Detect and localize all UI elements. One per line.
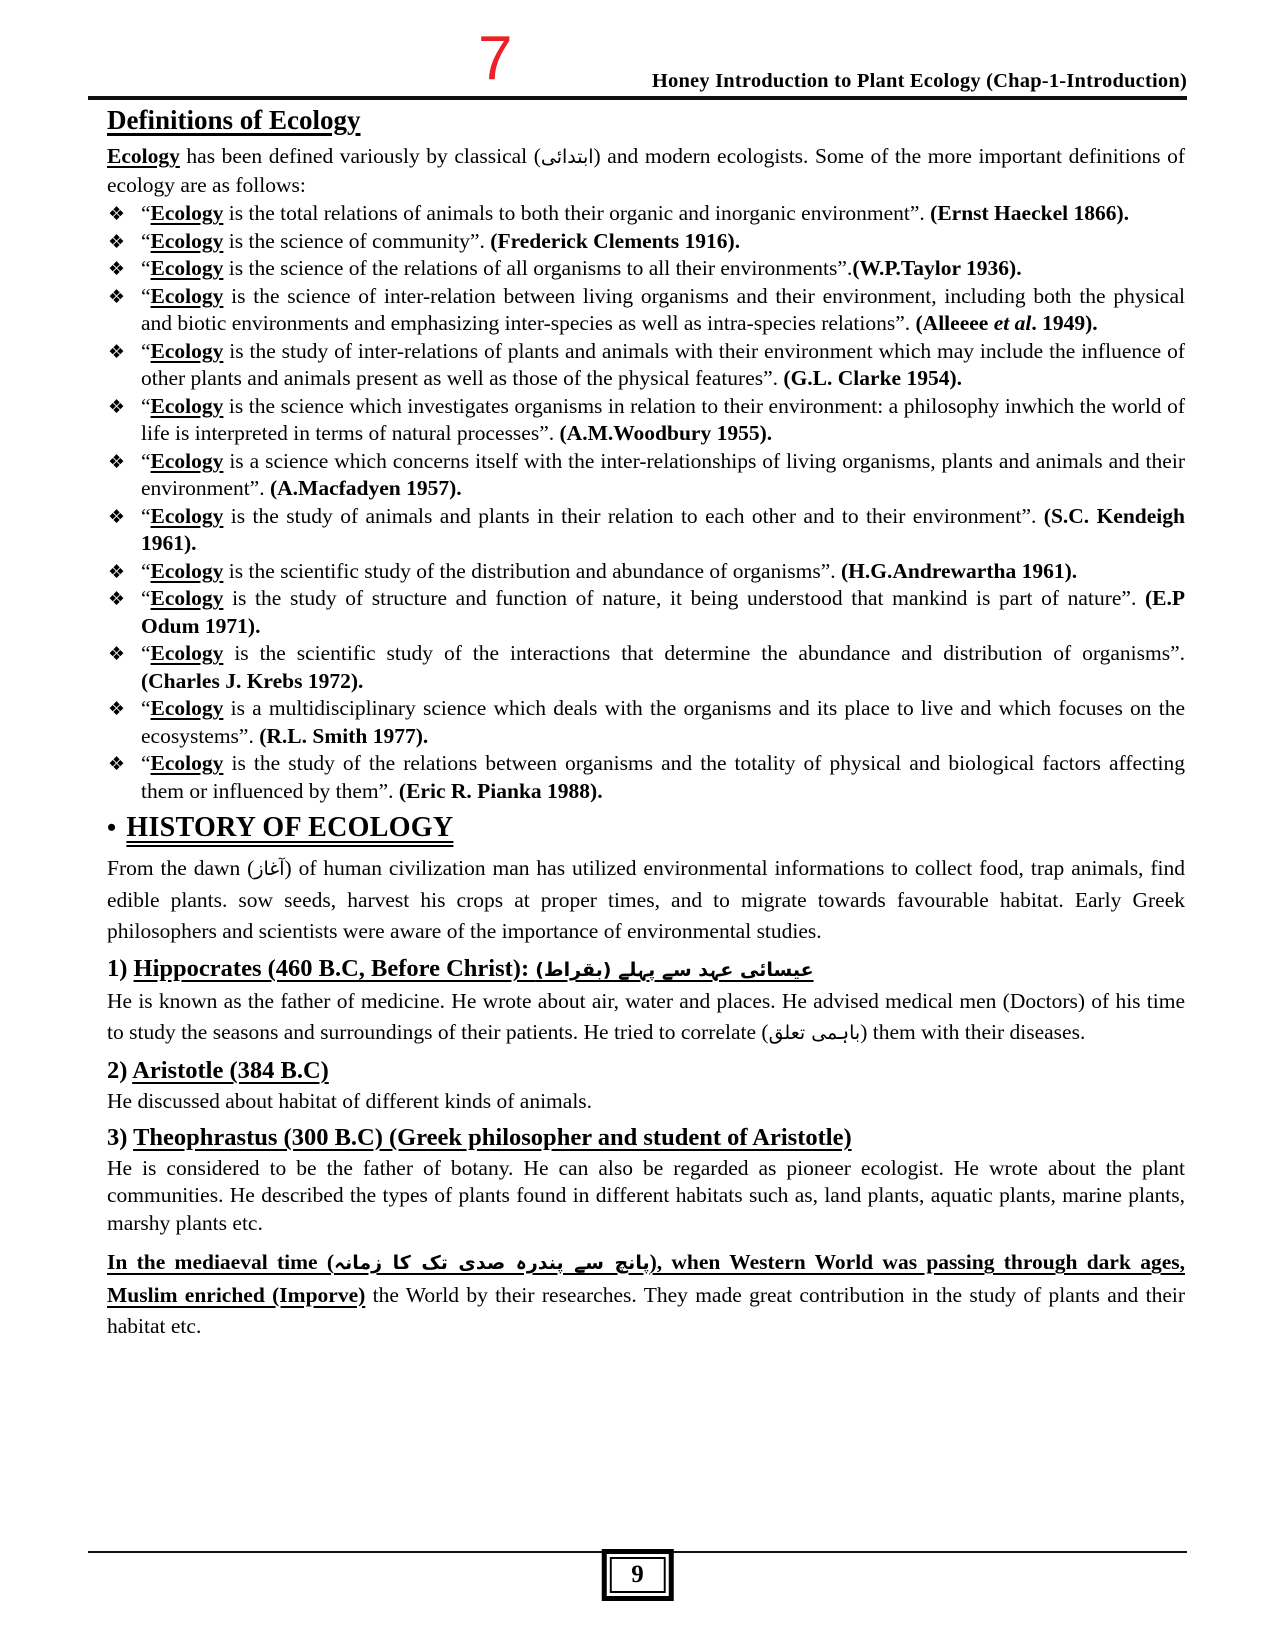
definition-term: Ecology [150, 201, 224, 225]
running-head-title: Honey Introduction to Plant Ecology (Chap-1-Introduction) [651, 70, 1187, 92]
definition-text: is the science of community”. [223, 228, 491, 253]
attribution-text: (Eric R. Pianka 1988). [398, 778, 603, 803]
entry-number: 2) [107, 1057, 133, 1084]
diamond-bullet-icon: ❖ [108, 505, 126, 528]
section-heading-history: • HISTORY OF ECOLOGY [107, 812, 454, 843]
intro-text-1: has been defined variously by classical ( [179, 144, 541, 168]
definition-attribution [270, 476, 462, 500]
page-number-box [601, 1549, 674, 1601]
definition-open-quote: “ [141, 503, 151, 528]
entry-title: Aristotle (384 B.C) [132, 1057, 329, 1084]
hippocrates-paragraph [107, 986, 1185, 1049]
definition-text: is the study of inter-relations of plants and animals with their environment which may include the influence of other plants and animals present as well as those of the physical features”. [141, 338, 1185, 390]
page-number: 9 [609, 1557, 666, 1593]
definition-item [107, 200, 1185, 228]
definition-text: is the total relations of animals to both their organic and inorganic environment”. [223, 201, 931, 225]
definition-attribution [841, 559, 1077, 583]
diamond-bullet-icon: ❖ [108, 588, 126, 610]
diamond-bullet-icon: ❖ [108, 395, 126, 418]
mediaeval-paragraph [107, 1247, 1185, 1343]
definition-open-quote: “ [141, 751, 151, 775]
definition-open-quote: “ [141, 338, 151, 363]
definition-term: Ecology [150, 641, 224, 665]
entry-title: Theophrastus (300 B.C) (Greek philosopher and student of Aristotle) [133, 1123, 852, 1151]
history-intro-paragraph [107, 853, 1185, 947]
definition-term: Ecology [150, 586, 224, 610]
definition-term: Ecology [150, 283, 224, 308]
definition-term: Ecology [150, 448, 224, 473]
definition-term: Ecology [150, 503, 224, 528]
definition-item [107, 640, 1185, 695]
intro-urdu-word: ابتدائی [540, 146, 594, 168]
definition-item [107, 503, 1185, 558]
history-urdu-word: آغاز [254, 858, 285, 880]
definition-attribution [916, 311, 1098, 335]
attribution-text: (G.L. Clarke 1954). [783, 366, 962, 390]
definition-item [107, 750, 1185, 805]
definition-open-quote: “ [141, 256, 151, 280]
history-text-2: ) of human civilization man has utilized environmental informations to collect food, trap animals, find edible plants. sow seeds, harvest his crops at proper times, and to migrate towards favourable habitat. Early Greek philosophers and scientists were aware of the importance of environmental studies. [107, 856, 1185, 943]
definition-attribution [490, 229, 740, 253]
diamond-bullet-icon: ❖ [108, 698, 126, 720]
entry-heading-hippocrates [107, 955, 1185, 983]
definition-attribution [560, 421, 773, 445]
diamond-bullet-icon: ❖ [108, 285, 126, 308]
definition-attribution [783, 366, 962, 390]
section-heading-definitions: Definitions of Ecology [107, 105, 361, 135]
attribution-text: (Alleeee [915, 311, 994, 335]
diamond-bullet-icon: ❖ [108, 203, 126, 225]
entry-heading-aristotle [107, 1057, 1185, 1085]
definition-text: is the science of inter-relation between living organisms and their environment, including both the physical and biotic environments and emphasizing inter-species as well as intra-species relations”. [141, 283, 1185, 335]
definition-item [107, 283, 1185, 338]
definition-item [107, 228, 1185, 256]
diamond-bullet-icon: ❖ [108, 340, 126, 363]
diamond-bullet-icon: ❖ [108, 643, 126, 665]
definition-text: is the scientific study of the interactions that determine the abundance and distribution of organisms”. [223, 641, 1185, 665]
definition-text: is a science which concerns itself with the inter-relationships of living organisms, plants and animals and their environment”. [141, 448, 1185, 500]
definition-attribution [259, 724, 428, 748]
history-text-1: From the dawn ( [107, 856, 255, 880]
diamond-bullet-icon: ❖ [108, 560, 126, 583]
definition-item [107, 393, 1185, 448]
definition-item [107, 255, 1185, 283]
definition-term: Ecology [150, 696, 224, 720]
attribution-text: (E.P Odum 1971). [141, 586, 1185, 638]
diamond-bullet-icon: ❖ [108, 753, 126, 775]
round-bullet-icon: • [107, 813, 117, 842]
definition-open-quote: “ [141, 283, 151, 308]
definition-open-quote: “ [141, 586, 151, 610]
attribution-text: (A.Macfadyen 1957). [269, 476, 462, 500]
intro-text-2: ) and modern ecologists. Some of the more important definitions of ecology are as follows: [107, 144, 1185, 197]
definition-term: Ecology [150, 256, 224, 280]
hippocrates-text-1: He is known as the father of medicine. He wrote about air, water and places. He advised medical men (Doctors) of his time to study the seasons and surroundings of their patients. He tried to correlate ( [107, 989, 1185, 1044]
aristotle-paragraph: He discussed about habitat of different kinds of animals. [107, 1089, 593, 1113]
definition-text: is the study of animals and plants in their relation to each other and to their environment”. [223, 503, 1044, 528]
attribution-italic: et al [993, 311, 1032, 335]
hippocrates-urdu-word: باہمی تعلق [768, 1022, 861, 1044]
definition-text: is the study of structure and function of nature, it being understood that mankind is part of nature”. [223, 586, 1145, 610]
definition-term: Ecology [150, 338, 224, 363]
definition-open-quote: “ [141, 201, 151, 225]
definition-item [107, 338, 1185, 393]
mediaeval-urdu-phrase: پانچ سے پندرہ صدی تک کا زمانہ [334, 1252, 650, 1274]
page-header [88, 24, 1187, 100]
entry-title-urdu: عیسائی عہد سے پہلے (بقراط) [535, 959, 814, 981]
definition-text: is the study of the relations between organisms and the totality of physical and biological factors affecting them or influenced by them”. [141, 751, 1185, 803]
definitions-list [107, 200, 1185, 805]
attribution-text: (S.C. Kendeigh 1961). [141, 503, 1185, 555]
attribution-text: (Charles J. Krebs 1972). [141, 668, 364, 693]
definition-attribution [399, 779, 603, 803]
attribution-text: (Frederick Clements 1916). [490, 228, 741, 253]
definitions-intro-paragraph [107, 143, 1185, 199]
definition-term: Ecology [150, 393, 224, 418]
definition-item [107, 585, 1185, 640]
definition-item [107, 448, 1185, 503]
attribution-text: (W.P.Taylor 1936). [852, 256, 1022, 280]
diamond-bullet-icon: ❖ [108, 450, 126, 473]
definition-term: Ecology [150, 751, 224, 775]
definition-attribution [930, 201, 1129, 225]
definition-term: Ecology [150, 558, 224, 583]
definition-text: is a multidisciplinary science which deals with the organisms and its place to live and which focuses on the ecosystems”. [141, 696, 1185, 748]
attribution-text: (Ernst Haeckel 1866). [930, 201, 1129, 225]
attribution-text: (A.M.Woodbury 1955). [559, 421, 773, 445]
theophrastus-paragraph: He is considered to be the father of botany. He can also be regarded as pioneer ecologist. He wrote about the plant communities. He described the types of plants found in different habitats such as, land plants, aquatic plants, marine plants, marshy plants etc. [107, 1155, 1185, 1235]
attribution-text: (H.G.Andrewartha 1961). [841, 558, 1078, 583]
attribution-text: (R.L. Smith 1977). [259, 723, 429, 748]
definition-attribution [852, 256, 1021, 280]
definition-item [107, 695, 1185, 750]
mediaeval-bold-lead: In the mediaeval time (پانچ سے پندرہ صدی تک کا زمانہ), when Western World was passing through dark ages, Muslim enriched (Imporve) [107, 1250, 1185, 1307]
page-footer-rule [88, 1551, 1187, 1588]
entry-number: 1) [107, 955, 134, 982]
definition-open-quote: “ [141, 228, 151, 253]
definition-open-quote: “ [141, 448, 151, 473]
attribution-tail: . 1949). [1031, 311, 1098, 335]
entry-title: Hippocrates (460 B.C, Before Christ): عیسائی عہد سے پہلے (بقراط) [133, 955, 814, 982]
chapter-corner-number: 7 [478, 24, 513, 93]
entry-number: 3) [107, 1123, 134, 1151]
definition-item [107, 558, 1185, 586]
definition-open-quote: “ [141, 558, 151, 583]
hippocrates-text-2: ) them with their diseases. [860, 1020, 1086, 1044]
entry-heading-theophrastus [107, 1124, 1185, 1152]
diamond-bullet-icon: ❖ [108, 258, 126, 280]
definition-term: Ecology [150, 228, 224, 253]
definition-text: is the science of the relations of all organisms to all their environments”. [223, 256, 853, 280]
diamond-bullet-icon: ❖ [108, 230, 126, 253]
definition-open-quote: “ [141, 641, 151, 665]
intro-lead-term: Ecology [107, 144, 180, 168]
definition-open-quote: “ [141, 393, 151, 418]
definition-attribution [141, 669, 363, 693]
definition-text: is the science which investigates organisms in relation to their environment: a philosophy inwhich the world of life is interpreted in terms of natural processes”. [141, 393, 1185, 445]
mediaeval-tail-text: the World by their researches. They made great contribution in the study of plants and their habitat etc. [107, 1282, 1185, 1338]
definition-text: is the scientific study of the distribution and abundance of organisms”. [223, 558, 842, 583]
definition-open-quote: “ [141, 696, 151, 720]
